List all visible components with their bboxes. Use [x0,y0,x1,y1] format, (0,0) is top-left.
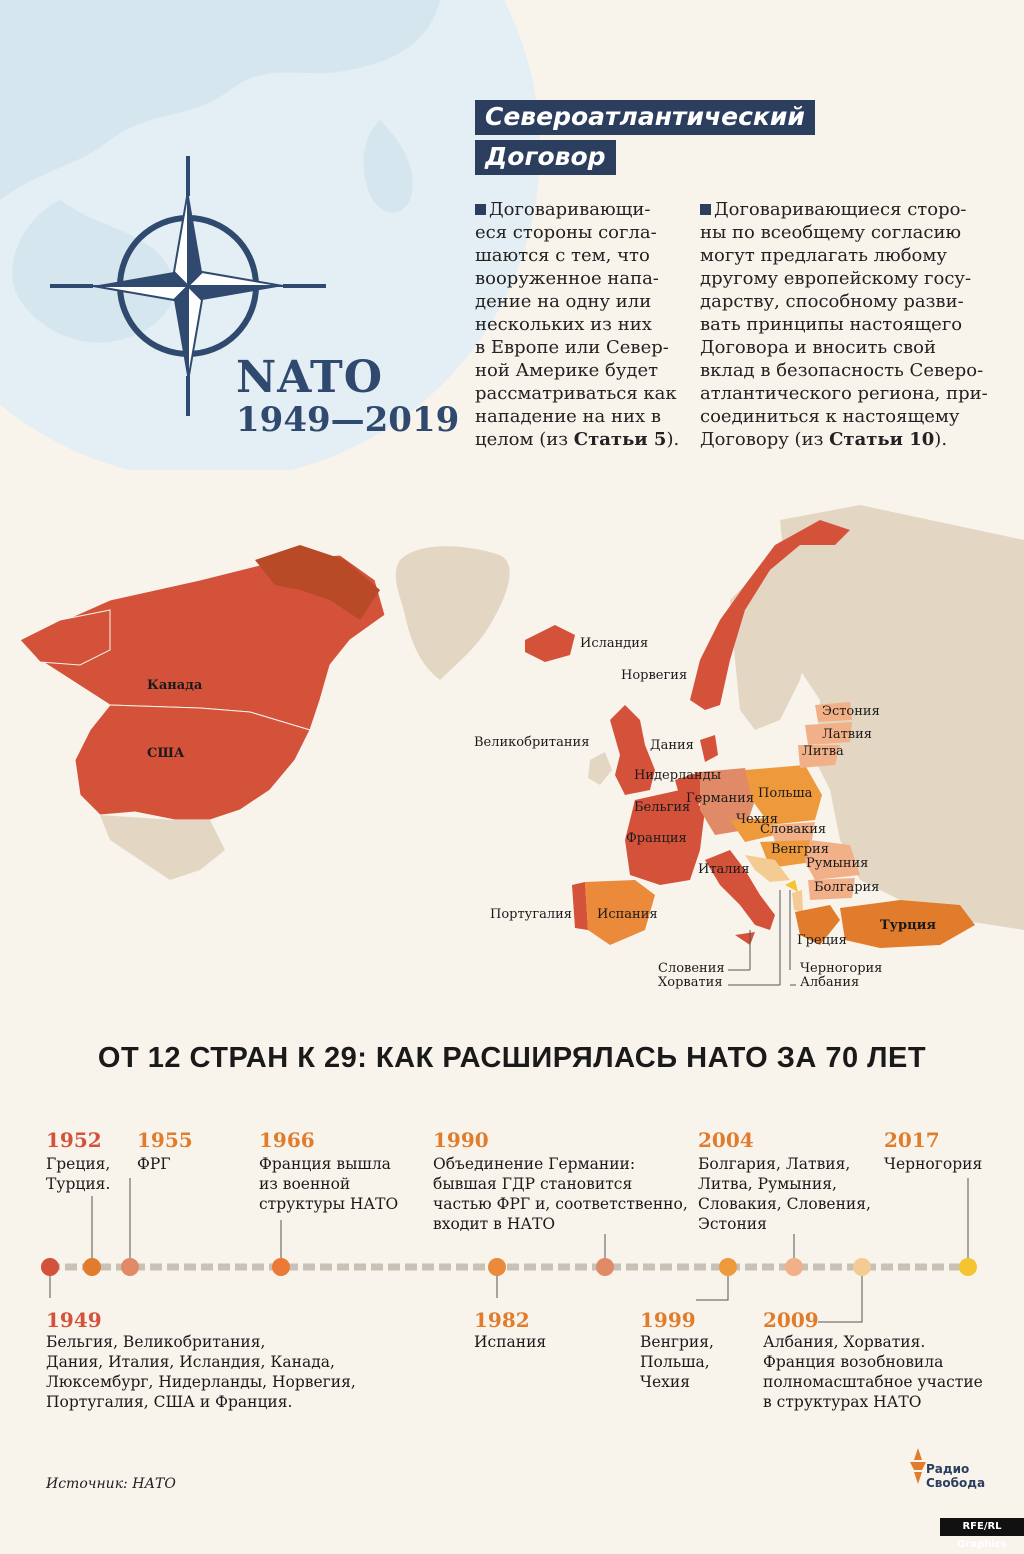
dot-1949 [41,1258,59,1276]
label-hungary: Венгрия [771,842,829,857]
label-slovenia: Словения [658,961,725,976]
event-line: Франция возобновила [763,1353,944,1371]
event-2009 [763,1332,983,1412]
event-line: из военной [259,1175,351,1193]
label-estonia: Эстония [822,704,880,719]
sicily-region [735,932,755,945]
montenegro-region [785,880,798,892]
paragraph-line: Договаривающиеся сторо- [700,198,990,221]
dot-1952 [83,1258,101,1276]
timeline-headline: ОТ 12 СТРАН К 29: КАК РАСШИРЯЛАСЬ НАТО ЗА 70 ЛЕТ [97,1042,927,1074]
dot-2009 [853,1258,871,1276]
event-line: Португалия, США и Франция. [46,1393,293,1411]
graphics-credit: RFE/RL Graphics [940,1518,1024,1536]
year-2004: 2004 [698,1128,754,1152]
event-line: Болгария, Латвия, [698,1155,851,1173]
ireland-region [588,752,612,785]
label-iceland: Исландия [580,636,649,651]
treaty-title-line2: Договор [475,140,616,175]
sweden-finland-region [730,540,820,730]
brand-line2: Свобода [926,1476,986,1490]
paragraph-line: рассматриваться как [475,383,677,404]
label-croatia: Хорватия [658,975,723,990]
event-line: Чехия [640,1373,691,1391]
event-line: Объединение Германии: [433,1155,636,1173]
greenland-region [396,546,510,680]
event-1990 [433,1154,688,1234]
event-line: Турция. [46,1175,111,1193]
event-line: Албания, Хорватия. [763,1333,926,1351]
event-line: Черногория [884,1155,983,1173]
dot-1999 [719,1258,737,1276]
event-line: Эстония [698,1215,767,1233]
paragraph-line: нескольких из них [475,314,652,335]
paragraph-line: ны по всеобщему согласию [700,222,962,243]
event-line: Словакия, Словения, [698,1195,871,1213]
paragraph-line: Договору (из Статьи 10). [700,429,948,450]
anniversary-years: 1949—2019 [236,400,460,440]
dot-1982 [488,1258,506,1276]
paragraph-line: вать принципы настоящего [700,314,963,335]
brand-line1: Радио [926,1462,970,1476]
label-germany: Германия [686,791,755,806]
label-spain: Испания [597,907,658,922]
article-reference: Статьи 10 [829,429,935,450]
paragraph-line: вооруженное напа- [475,268,659,289]
paragraph-line: нападение на них в [475,406,662,427]
radio-svoboda-logo-icon [908,1446,928,1486]
label-greece: Греция [797,933,847,948]
dot-1955 [121,1258,139,1276]
source-note: Источник: НАТО [46,1476,176,1492]
label-canada: Канада [147,678,203,693]
year-1949: 1949 [46,1308,102,1332]
year-1999: 1999 [640,1308,696,1332]
paragraph-line: дение на одну или [475,291,652,312]
label-france: Франция [626,831,687,846]
dot-1990 [596,1258,614,1276]
label-uk: Великобритания [474,735,590,750]
dot-2004 [785,1258,803,1276]
event-1952 [46,1154,110,1194]
label-belgium: Бельгия [634,800,691,815]
treaty-title-line1: Североатлантический [475,100,815,135]
label-portugal: Португалия [490,907,573,922]
label-usa: США [147,746,185,761]
label-latvia: Латвия [822,727,872,742]
alaska-region [20,610,110,665]
event-line: структуры НАТО [259,1195,399,1213]
event-line: входит в НАТО [433,1215,556,1233]
event-line: бывшая ГДР становится [433,1175,633,1193]
iceland-region [525,625,575,662]
bullet-square-icon [700,204,711,215]
paragraph-line: соединиться к настоящему [700,406,960,427]
label-albania: Албания [800,975,860,990]
year-2009: 2009 [763,1308,819,1332]
nato-wordmark: NATO [236,352,384,403]
year-2017: 2017 [884,1128,940,1152]
event-2017 [884,1154,982,1174]
year-1955: 1955 [137,1128,193,1152]
event-line: Литва, Румыния, [698,1175,837,1193]
paragraph-line: Договора и вносить свой [700,337,936,358]
event-line: Греция, [46,1155,111,1173]
event-line: Бельгия, Великобритания, [46,1333,266,1351]
paragraph-line: шаются с тем, что [475,245,650,266]
year-1990: 1990 [433,1128,489,1152]
dot-2017 [959,1258,977,1276]
paragraph-line: вклад в безопасность Северо- [700,360,984,381]
event-2004 [698,1154,871,1234]
label-turkey: Турция [880,918,936,933]
event-line: Испания [474,1333,547,1351]
article-reference: Статьи 5 [573,429,667,450]
paragraph-line: дарству, способному разви- [700,291,964,312]
label-netherlands: Нидерланды [634,768,722,783]
event-1982 [474,1332,546,1352]
year-1982: 1982 [474,1308,530,1332]
event-1966 [259,1154,398,1214]
paragraph-line: Договаривающи- [475,198,690,221]
article-10-text [700,198,990,451]
label-bulgaria: Болгария [814,880,880,895]
dot-1966 [272,1258,290,1276]
article-5-text [475,198,690,451]
label-montenegro: Черногория [800,961,883,976]
brand-name [926,1462,985,1490]
paragraph-line: целом (из Статьи 5). [475,429,680,450]
event-1949 [46,1332,356,1412]
paragraph-line: могут предлагать любому [700,245,947,266]
year-1966: 1966 [259,1128,315,1152]
label-italy: Италия [698,862,750,877]
label-slovakia: Словакия [760,822,827,837]
label-norway: Норвегия [621,668,688,683]
label-denmark: Дания [650,738,694,753]
event-line: ФРГ [137,1155,171,1173]
mexico-region [100,815,225,880]
label-czechia: Чехия [736,812,778,827]
label-poland: Польша [758,786,813,801]
event-line: в структурах НАТО [763,1393,922,1411]
event-line: частью ФРГ и, соответственно, [433,1195,688,1213]
event-line: Венгрия, [640,1333,714,1351]
paragraph-line: еся стороны согла- [475,222,657,243]
paragraph-line: другому европейскому госу- [700,268,972,289]
event-1955 [137,1154,171,1174]
event-line: полномасштабное участие [763,1373,983,1391]
bullet-square-icon [475,204,486,215]
event-line: Дания, Италия, Исландия, Канада, [46,1353,335,1371]
label-romania: Румыния [806,856,869,871]
usa-region [75,705,310,820]
paragraph-line: атлантического региона, при- [700,383,988,404]
albania-region [792,890,803,912]
denmark-region [700,735,718,762]
label-lithuania: Литва [802,744,844,759]
event-line: Люксембург, Нидерланды, Норвегия, [46,1373,356,1391]
event-line: Польша, [640,1353,710,1371]
paragraph-line: в Европе или Север- [475,337,669,358]
year-1952: 1952 [46,1128,102,1152]
event-1999 [640,1332,714,1392]
event-line: Франция вышла [259,1155,391,1173]
paragraph-line: ной Америке будет [475,360,659,381]
